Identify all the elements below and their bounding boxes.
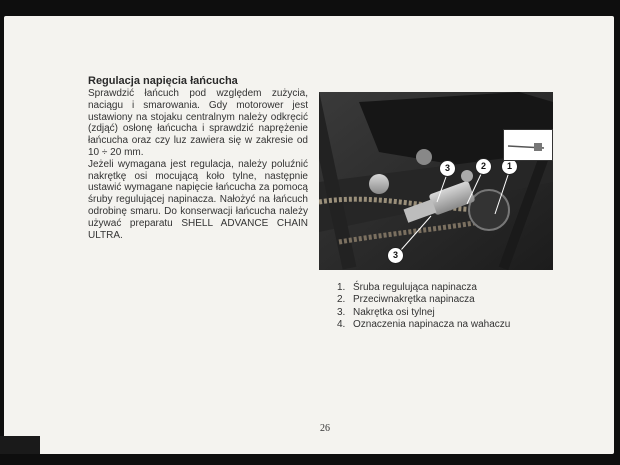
callout-badge-1: 1: [501, 158, 518, 175]
caption-item: 3. Nakrętka osi tylnej: [337, 306, 435, 318]
callout-badge-3-bottom: 3: [387, 247, 404, 264]
inset-detail: [504, 130, 552, 160]
section-title: Regulacja napięcia łańcucha: [88, 75, 238, 87]
photo-illustration: [319, 92, 553, 270]
caption-item: 2. Przeciwnakrętka napinacza: [337, 294, 475, 306]
page-edge-shadow: [0, 436, 40, 454]
chain-tensioner-photo: [319, 92, 553, 270]
instructions-text: [88, 88, 308, 241]
page-number: 26: [320, 423, 330, 434]
caption-item: 1. Śruba regulująca napinacza: [337, 282, 477, 293]
captions-list: [337, 282, 510, 332]
axle-bolt-shape: [369, 174, 389, 194]
callout-badge-2: 2: [475, 158, 492, 175]
paragraph-2: Jeżeli wymagana jest regulacja, należy poluźnić nakrętkę osi mocującą koło tylne, następnie ustawić wymagane napięcie łańcucha za pomocą śruby regulującej napinacza. Nałożyć na łańcuch odrobinę smaru. Do konserwacji łańcucha należy używać preparatu SHELL ADVANCE CHAIN ULTRA.: [88, 158, 308, 241]
paragraph-1: Sprawdzić łańcuch pod względem zużycia, naciągu i smarowania. Gdy motorower jest ustawiony na stojaku centralnym należy odkręcić (zdjąć) osłonę łańcucha i sprawdzić naprężenie łańcucha oraz czy luz zawiera się w zakresie od 10 ÷ 20 mm.: [88, 88, 308, 158]
callout-badge-3-top: 3: [439, 160, 456, 177]
sprocket-shape: [469, 190, 509, 230]
caption-item: 4. Oznaczenia napinacza na wahaczu: [337, 319, 511, 331]
inset-frame: [503, 129, 553, 161]
